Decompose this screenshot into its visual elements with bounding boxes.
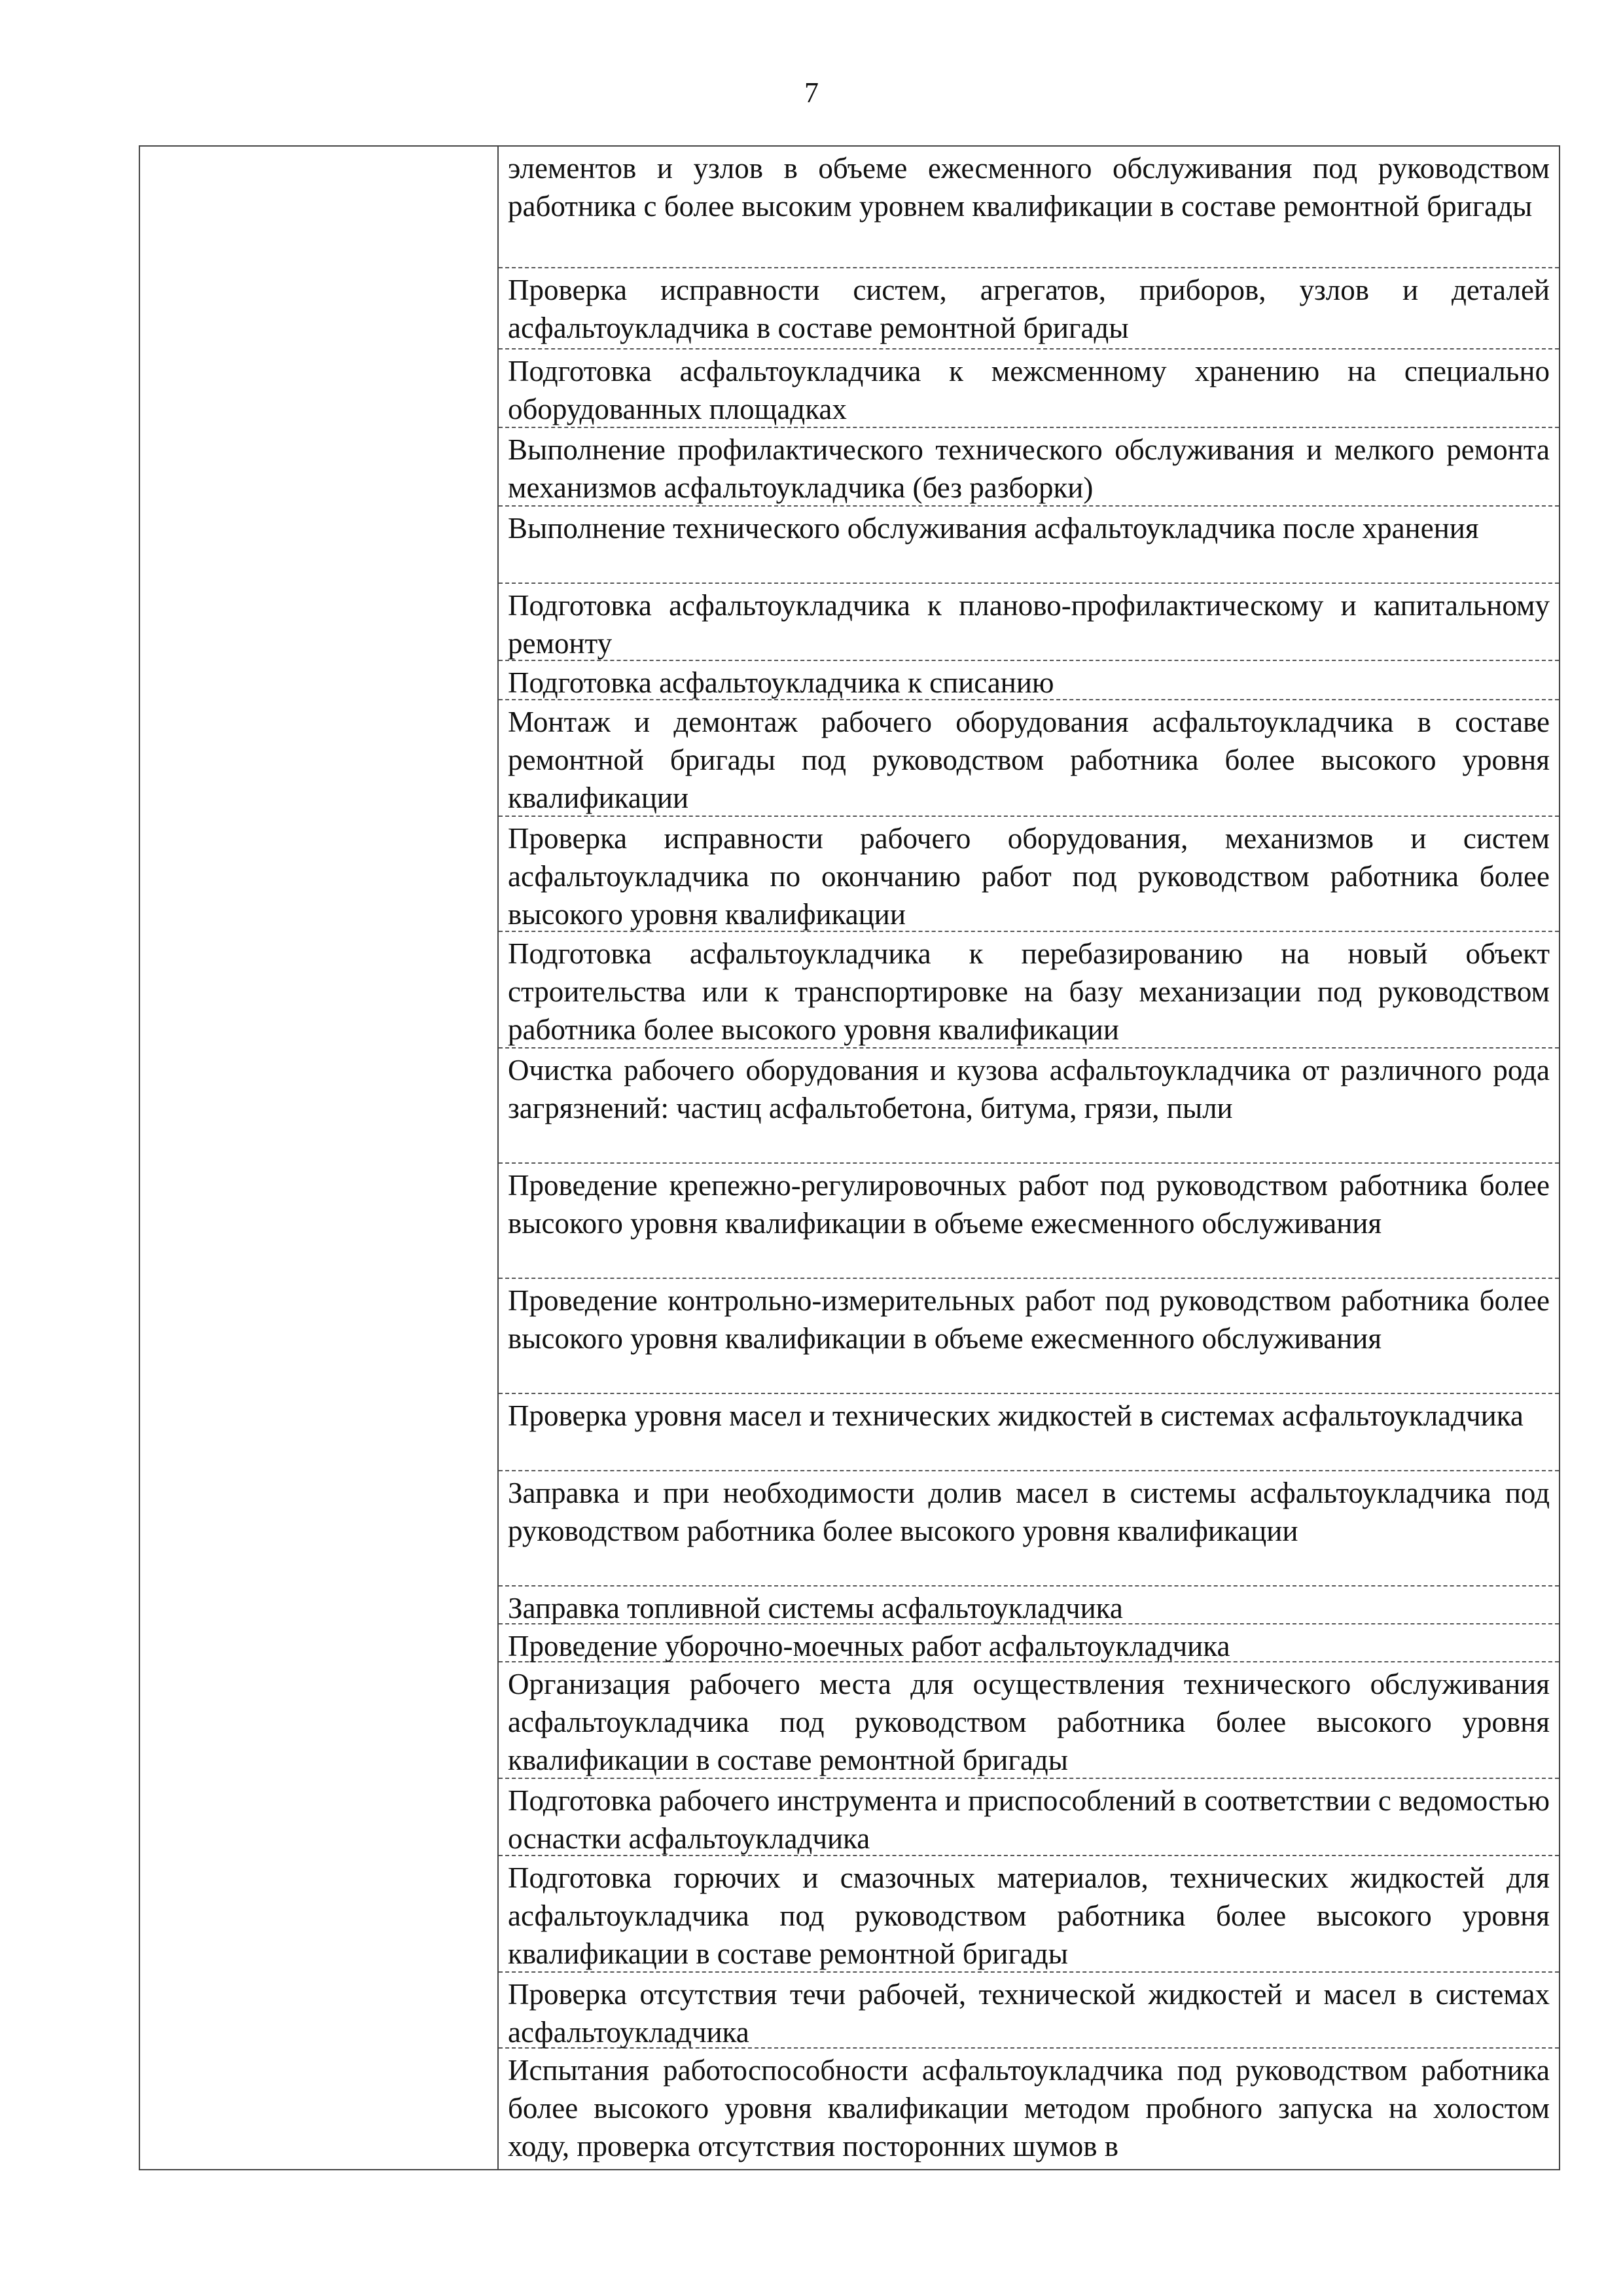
action-item: Проведение крепежно-регулировочных работ под руководством работника более высокого уровня квалификации в объеме ежесменного обслуживания bbox=[499, 1164, 1559, 1279]
left-column-cell bbox=[139, 146, 498, 2170]
action-item: Подготовка асфальтоукладчика к межсменному хранению на специально оборудованных площадках bbox=[499, 350, 1559, 428]
labor-functions-table bbox=[139, 145, 1560, 2170]
action-item: Проведение уборочно-моечных работ асфальтоукладчика bbox=[499, 1624, 1559, 1662]
page-number: 7 bbox=[804, 77, 819, 109]
action-item: Заправка топливной системы асфальтоукладчика bbox=[499, 1587, 1559, 1624]
action-item: Проверка исправности систем, агрегатов, приборов, узлов и деталей асфальтоукладчика в составе ремонтной бригады bbox=[499, 268, 1559, 350]
action-item: Подготовка асфальтоукладчика к перебазированию на новый объект строительства или к транспортировке на базу механизации под руководством работника более высокого уровня квалификации bbox=[499, 932, 1559, 1049]
action-item: Выполнение технического обслуживания асфальтоукладчика после хранения bbox=[499, 507, 1559, 584]
action-item: Проведение контрольно-измерительных работ под руководством работника более высокого уровня квалификации в объеме ежесменного обслуживания bbox=[499, 1279, 1559, 1394]
action-item: Подготовка горючих и смазочных материалов, технических жидкостей для асфальтоукладчика под руководством работника более высокого уровня квалификации в составе ремонтной бригады bbox=[499, 1856, 1559, 1973]
action-item: Проверка исправности рабочего оборудования, механизмов и систем асфальтоукладчика по окончанию работ под руководством работника более высокого уровня квалификации bbox=[499, 817, 1559, 932]
actions-list bbox=[499, 147, 1559, 2169]
action-item: Подготовка асфальтоукладчика к списанию bbox=[499, 661, 1559, 700]
action-item: Заправка и при необходимости долив масел в системы асфальтоукладчика под руководством работника более высокого уровня квалификации bbox=[499, 1471, 1559, 1587]
action-item: Подготовка рабочего инструмента и приспособлений в соответствии с ведомостью оснастки асфальтоукладчика bbox=[499, 1779, 1559, 1856]
action-item: Проверка отсутствия течи рабочей, технической жидкостей и масел в системах асфальтоукладчика bbox=[499, 1973, 1559, 2049]
action-item: Очистка рабочего оборудования и кузова асфальтоукладчика от различного рода загрязнений: частиц асфальтобетона, битума, грязи, пыли bbox=[499, 1049, 1559, 1164]
action-item: Подготовка асфальтоукладчика к планово-профилактическому и капитальному ремонту bbox=[499, 584, 1559, 661]
action-item: Выполнение профилактического технического обслуживания и мелкого ремонта механизмов асфальтоукладчика (без разборки) bbox=[499, 428, 1559, 507]
action-item: Испытания работоспособности асфальтоукладчика под руководством работника более высокого уровня квалификации методом пробного запуска на холостом ходу, проверка отсутствия посторонних шумов в bbox=[508, 2054, 1550, 2162]
action-item: Организация рабочего места для осуществления технического обслуживания асфальтоукладчика под руководством работника более высокого уровня квалификации в составе ремонтной бригады bbox=[499, 1662, 1559, 1779]
right-column-cell bbox=[498, 146, 1560, 2170]
action-item: Монтаж и демонтаж рабочего оборудования асфальтоукладчика в составе ремонтной бригады под руководством работника более высокого уровня квалификации bbox=[499, 700, 1559, 817]
action-item: элементов и узлов в объеме ежесменного обслуживания под руководством работника с более высоким уровнем квалификации в составе ремонтной бригады bbox=[499, 147, 1559, 268]
action-item: Проверка уровня масел и технических жидкостей в системах асфальтоукладчика bbox=[499, 1394, 1559, 1471]
table-row bbox=[139, 146, 1560, 2170]
